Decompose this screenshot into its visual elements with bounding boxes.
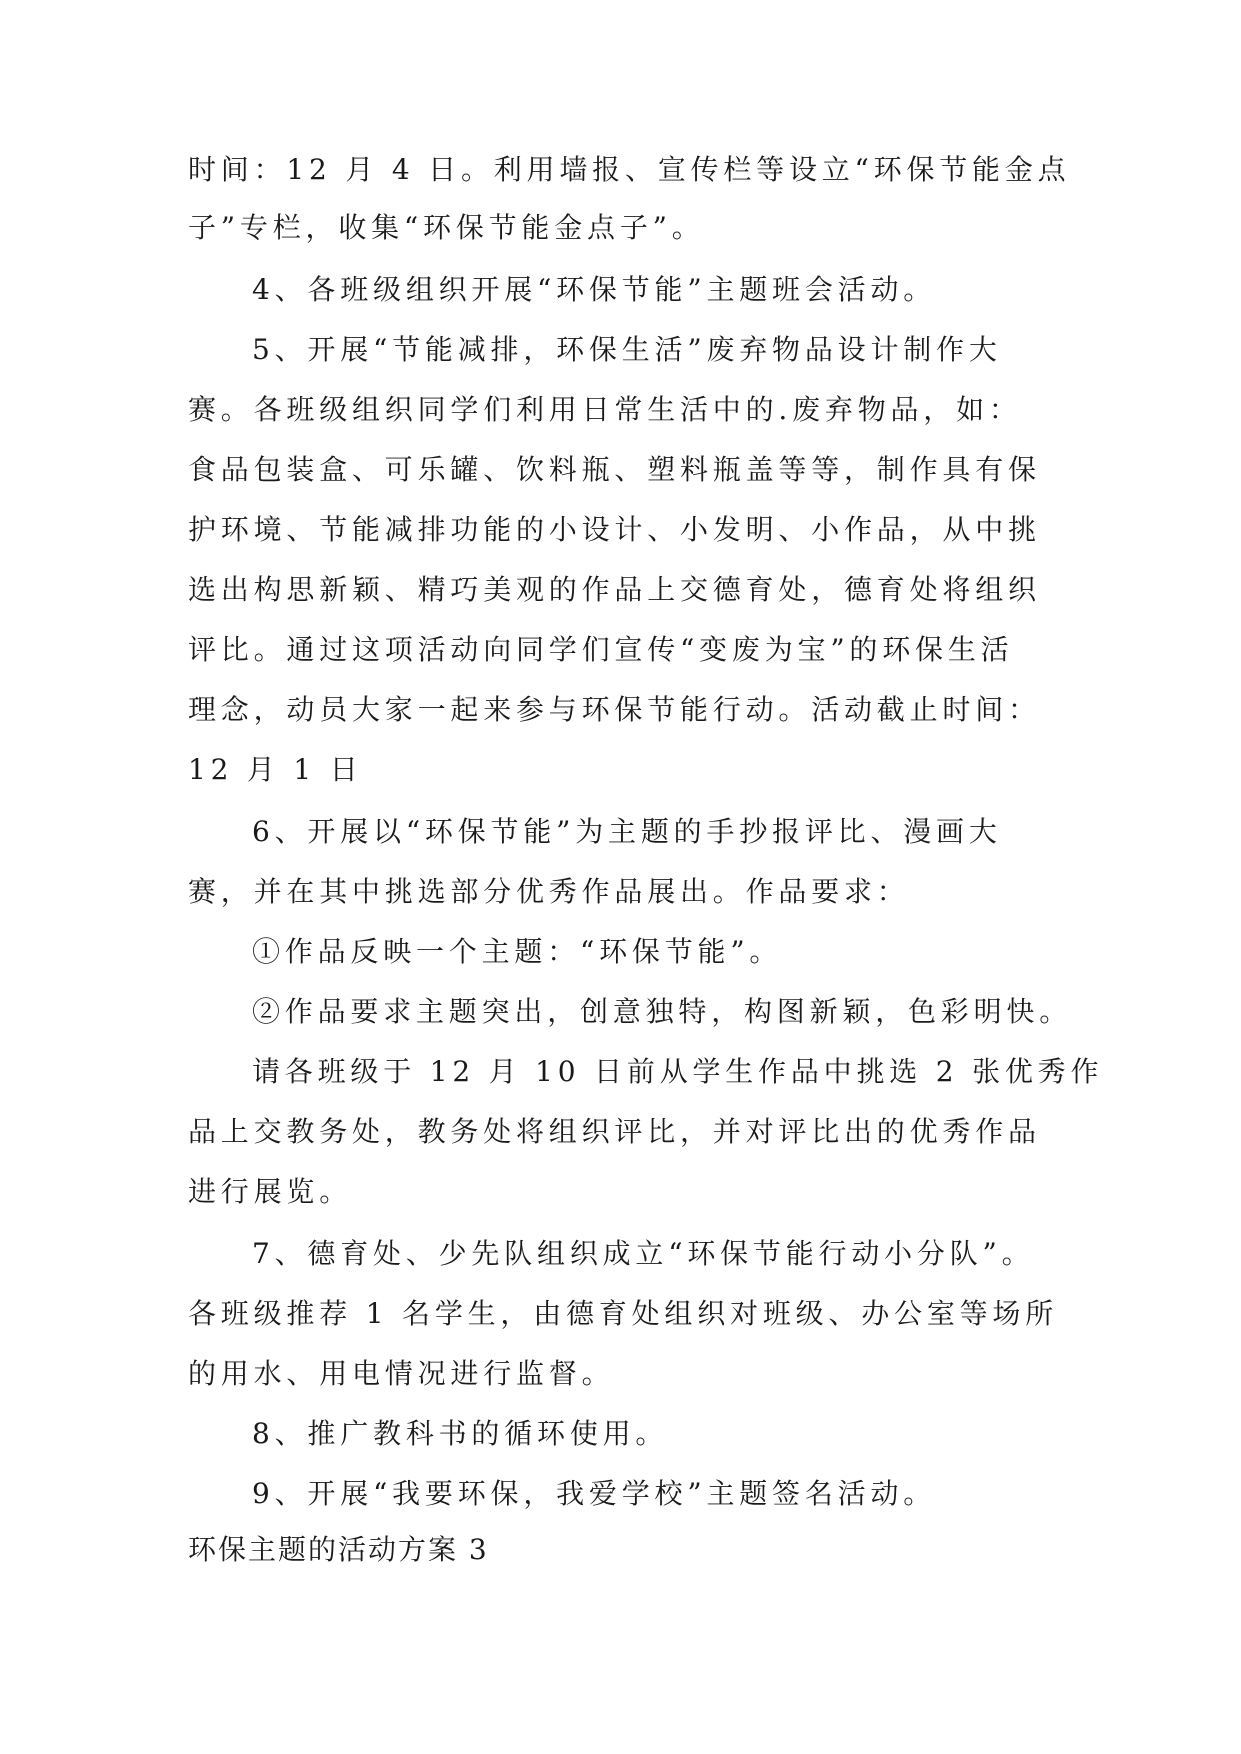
text-line: 品上交教务处，教务处将组织评比，并对评比出的优秀作品 <box>188 1115 1041 1148</box>
text-line: 请各班级于 12 月 10 日前从学生作品中挑选 2 张优秀作 <box>252 1055 1104 1088</box>
text-line: 赛。各班级组织同学们利用日常生活中的.废弃物品，如： <box>188 393 1022 426</box>
text-line: 护环境、节能减排功能的小设计、小发明、小作品，从中挑 <box>188 513 1041 546</box>
text-line: 进行展览。 <box>188 1175 353 1208</box>
text-line: 子”专栏，收集“环保节能金点子”。 <box>188 211 705 244</box>
text-line: 各班级推荐 1 名学生，由德育处组织对班级、办公室等场所 <box>188 1297 1059 1330</box>
list-item-7: 7、德育处、少先队组织成立“环保节能行动小分队”。 <box>252 1237 1035 1270</box>
text-line: 选出构思新颖、精巧美观的作品上交德育处，德育处将组织 <box>188 573 1041 606</box>
requirement-item-1: ①作品反映一个主题：“环保节能”。 <box>252 935 783 968</box>
list-item-5: 5、开展“节能减排，环保生活”废弃物品设计制作大 <box>252 333 1002 366</box>
text-line: 食品包装盒、可乐罐、饮料瓶、塑料瓶盖等等，制作具有保 <box>188 453 1041 486</box>
text-line: 赛，并在其中挑选部分优秀作品展出。作品要求： <box>188 875 910 908</box>
section-heading: 环保主题的活动方案 3 <box>188 1533 489 1566</box>
list-item-6: 6、开展以“环保节能”为主题的手抄报评比、漫画大 <box>252 815 1002 848</box>
text-line: 的用水、用电情况进行监督。 <box>188 1357 615 1390</box>
list-item-4: 4、各班级组织开展“环保节能”主题班会活动。 <box>252 273 937 306</box>
requirement-item-2: ②作品要求主题突出，创意独特，构图新颖，色彩明快。 <box>252 995 1073 1028</box>
text-line: 12 月 1 日 <box>188 753 363 786</box>
text-line: 评比。通过这项活动向同学们宣传“变废为宝”的环保生活 <box>188 633 1014 666</box>
text-line: 时间：12 月 4 日。利用墙报、宣传栏等设立“环保节能金点 <box>188 153 1071 186</box>
list-item-9: 9、开展“我要环保，我爱学校”主题签名活动。 <box>252 1477 937 1510</box>
list-item-8: 8、推广教科书的循环使用。 <box>252 1417 669 1450</box>
text-line: 理念，动员大家一起来参与环保节能行动。活动截止时间： <box>188 693 1041 726</box>
